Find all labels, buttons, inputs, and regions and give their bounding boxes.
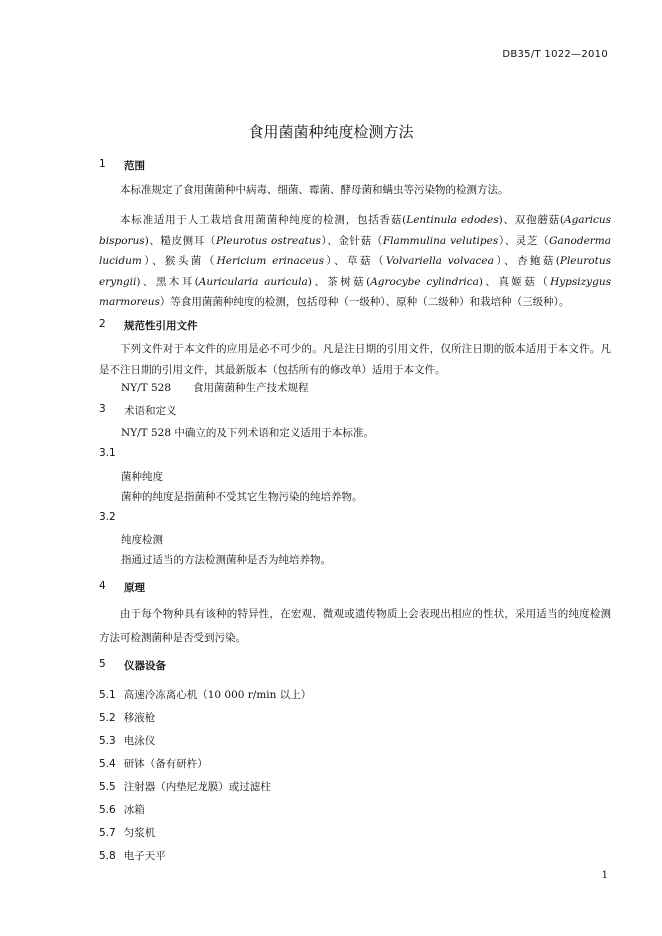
- section-2-number: 2: [99, 318, 106, 330]
- page-number: 1: [601, 870, 608, 881]
- section-1-paragraph-1: 本标准规定了食用菌菌种中病毒、细菌、霉菌、酵母菌和螨虫等污染物的检测方法。: [120, 184, 509, 196]
- equipment-item: 5.4 研钵（备有研杵）: [99, 758, 208, 770]
- term-3-2-name: 纯度检测: [121, 534, 163, 546]
- document-title: 食用菌菌种纯度检测方法: [248, 123, 414, 141]
- term-3-2-number: 3.2: [99, 511, 116, 523]
- equipment-item: 5.8 电子天平: [99, 850, 166, 862]
- term-3-1-name: 菌种纯度: [121, 471, 163, 483]
- equipment-item: 5.5 注射器（内垫尼龙膜）或过滤柱: [99, 781, 271, 793]
- equipment-item: 5.3 电泳仪: [99, 735, 156, 747]
- term-3-2-definition: 指通过适当的方法检测菌种是否为纯培养物。: [121, 554, 331, 566]
- term-3-1-definition: 菌种的纯度是指菌种不受其它生物污染的纯培养物。: [121, 491, 363, 503]
- section-4-number: 4: [99, 580, 106, 592]
- section-1-paragraph-2: 本标准适用于人工栽培食用菌菌种纯度的检测，包括香菇(Lentinula edodes)、双孢蘑菇(Agaricus bisporus)、糙皮侧耳（Pleurotus ostreatus）、金针菇（Flammulina velutipes）、灵芝（Ganoderma lucidum）、猴头菌（Hericium erinaceus）、草菇（Volvariella volvacea）、杏鲍菇(Pleurotus eryngii)、黑木耳(Auricularia auricula)、茶树菇(Agrocybe cylindrica)、真姬菇（Hypsizygus marmoreus）等食用菌菌种纯度的检测，包括母种（一级种）、原种（二级种）和栽培种（三级种）。: [99, 214, 612, 308]
- equipment-item: 5.6 冰箱: [99, 804, 145, 816]
- equipment-item: 5.1 高速冷冻离心机（10 000 r/min 以上）: [99, 689, 312, 701]
- section-5-number: 5: [99, 658, 106, 670]
- equipment-item: 5.7 匀浆机: [99, 827, 156, 839]
- section-2-heading: 规范性引用文件: [124, 320, 198, 332]
- section-2-paragraph: 下列文件对于本文件的应用是必不可少的。凡是注日期的引用文件，仅所注日期的版本适用于本文件。凡是不注日期的引用文件，其最新版本（包括所有的修改单）适用于本文件。: [99, 343, 611, 376]
- section-1-number: 1: [99, 158, 106, 170]
- section-3-heading: 术语和定义: [124, 405, 177, 417]
- section-4-heading: 原理: [124, 582, 145, 594]
- section-4-paragraph: 由于每个物种具有该种的特异性，在宏观、微观或遗传物质上会表现出相应的性状，采用适当的纯度检测方法可检测菌种是否受到污染。: [99, 608, 611, 644]
- equipment-item: 5.2 移液枪: [99, 712, 156, 724]
- standard-code-header: DB35/T 1022—2010: [502, 49, 608, 60]
- term-3-1-number: 3.1: [99, 447, 116, 459]
- section-3-number: 3: [99, 403, 106, 415]
- normative-reference: NY/T 528 食用菌菌种生产技术规程: [121, 382, 309, 394]
- section-3-paragraph: NY/T 528 中确立的及下列术语和定义适用于本标准。: [121, 427, 374, 439]
- section-1-heading: 范围: [124, 160, 145, 172]
- section-5-heading: 仪器设备: [124, 660, 166, 672]
